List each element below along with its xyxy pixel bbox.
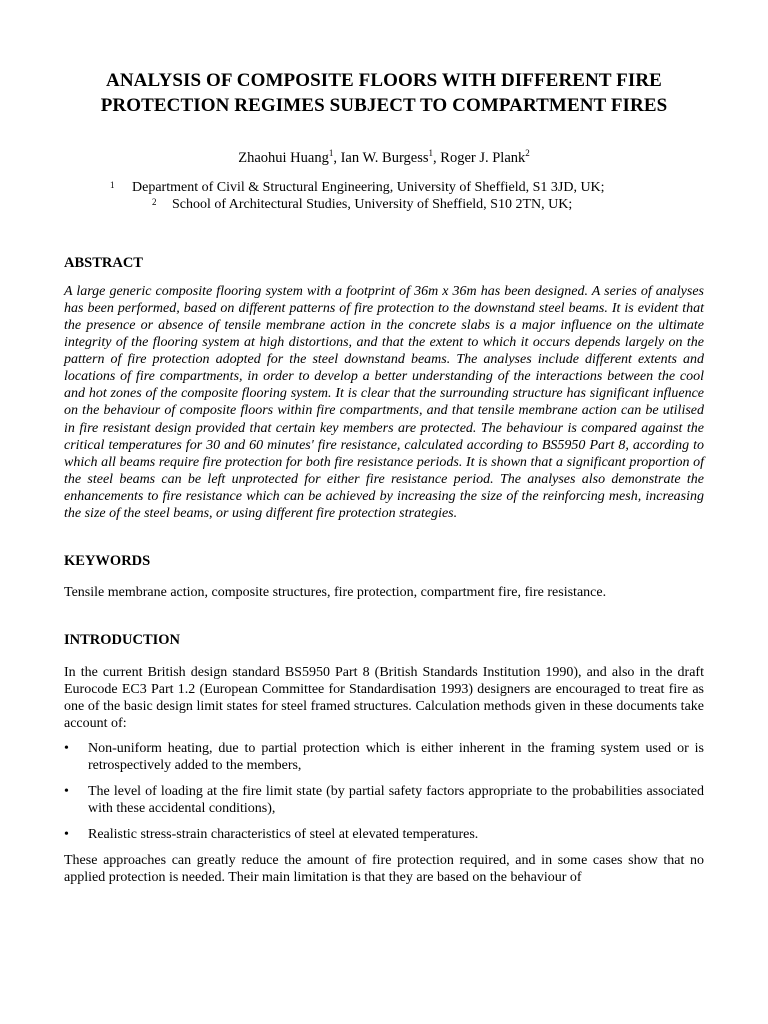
author-name: Ian W. Burgess [340, 149, 429, 166]
paper-title [64, 68, 704, 118]
author-affil-mark: 1 [328, 148, 334, 158]
affiliation-item [64, 179, 704, 196]
affiliation-text: Department of Civil & Structural Engineering, University of Sheffield, S1 3JD, UK; [132, 179, 605, 195]
affiliation-text: School of Architectural Studies, University of Sheffield, S10 2TN, UK; [172, 196, 573, 212]
list-item [64, 740, 704, 774]
keywords-heading: KEYWORDS [64, 553, 151, 570]
abstract-heading: ABSTRACT [64, 254, 143, 271]
bullet-marker: • [64, 741, 69, 757]
author-name: Roger J. Plank [440, 149, 526, 166]
bullet-marker: • [64, 827, 69, 843]
author-affil-mark: 1 [428, 148, 434, 158]
list-item [64, 783, 704, 817]
author-list: Zhaohui Huang$^1$, Ian W. Burgess$^1$, Roger J. Plank$^2$ [238, 148, 530, 166]
affiliation-item [64, 196, 704, 213]
introduction-heading: INTRODUCTION [64, 632, 181, 649]
introduction-bullet-list [64, 740, 704, 843]
abstract-text: A large generic composite flooring system with a footprint of 36m x 36m has been designed. A series of analyses has been performed, based on different patterns of fire protection to the downstand steel beams. It is evident that the presence or absence of tensile membrane action in the concrete slabs is a major influence on the ultimate integrity of the flooring system at high distortions, and that the extent to which it occurs depends largely on the pattern of fire protection adopted for the steel downstand beams. The analyses include different extents and locations of fire compartments, in order to develop a better understanding of the interactions between the cool and hot zones of the composite flooring system. It is clear that the surrounding structure has significant influence on the behaviour of composite floors within fire compartments, and that tensile membrane action can be utilised in fire resistant design provided that certain key members are protected. The behaviour is compared against the critical temperatures for 30 and 60 minutes' fire resistance, calculated according to BS5950 Part 8, according to which all beams require fire protection for both fire resistance periods. It is shown that a significant proportion of the steel beams can be left unprotected for either fire resistance period. The analyses also demonstrate the enhancements to fire resistance which can be achieved by increasing the size of the reinforcing mesh, increasing the size of the steel beams, or using different fire protection strategies. [64, 283, 704, 522]
keywords-text: Tensile membrane action, composite structures, fire protection, compartment fire, fire resistance. [64, 585, 607, 601]
author-affil-mark: 2 [525, 148, 530, 158]
affiliations [64, 179, 704, 213]
title-line-2: PROTECTION REGIMES SUBJECT TO COMPARTMENT FIRES [100, 95, 668, 116]
bullet-text: Non-uniform heating, due to partial protection which is either inherent in the framing system used or is retrospectively added to the members, [88, 741, 704, 774]
introduction-closing-text: These approaches can greatly reduce the amount of fire protection required, and in some cases show that no applied protection is needed. Their main limitation is that they are based on the behaviour of [64, 853, 704, 886]
title-line-1: ANALYSIS OF COMPOSITE FLOORS WITH DIFFERENT FIRE [106, 70, 662, 91]
bullet-marker: • [64, 784, 69, 800]
list-item [64, 826, 704, 843]
bullet-text: The level of loading at the fire limit state (by partial safety factors appropriate to the probabilities associated with these accidental conditions), [88, 784, 704, 817]
author-name: Zhaohui Huang [238, 149, 329, 166]
introduction-paragraph: In the current British design standard BS5950 Part 8 (British Standards Institution 1990), and also in the draft Eurocode EC3 Part 1.2 (European Committee for Standardisation 1993) designers are encouraged to treat fire as one of the basic design limit states for steel framed structures. Calculation methods given in these documents take account of: [64, 665, 704, 732]
affiliation-number: 1 [110, 179, 115, 190]
affiliation-number: 2 [152, 196, 157, 207]
bullet-text: Realistic stress-strain characteristics of steel at elevated temperatures. [88, 827, 479, 843]
